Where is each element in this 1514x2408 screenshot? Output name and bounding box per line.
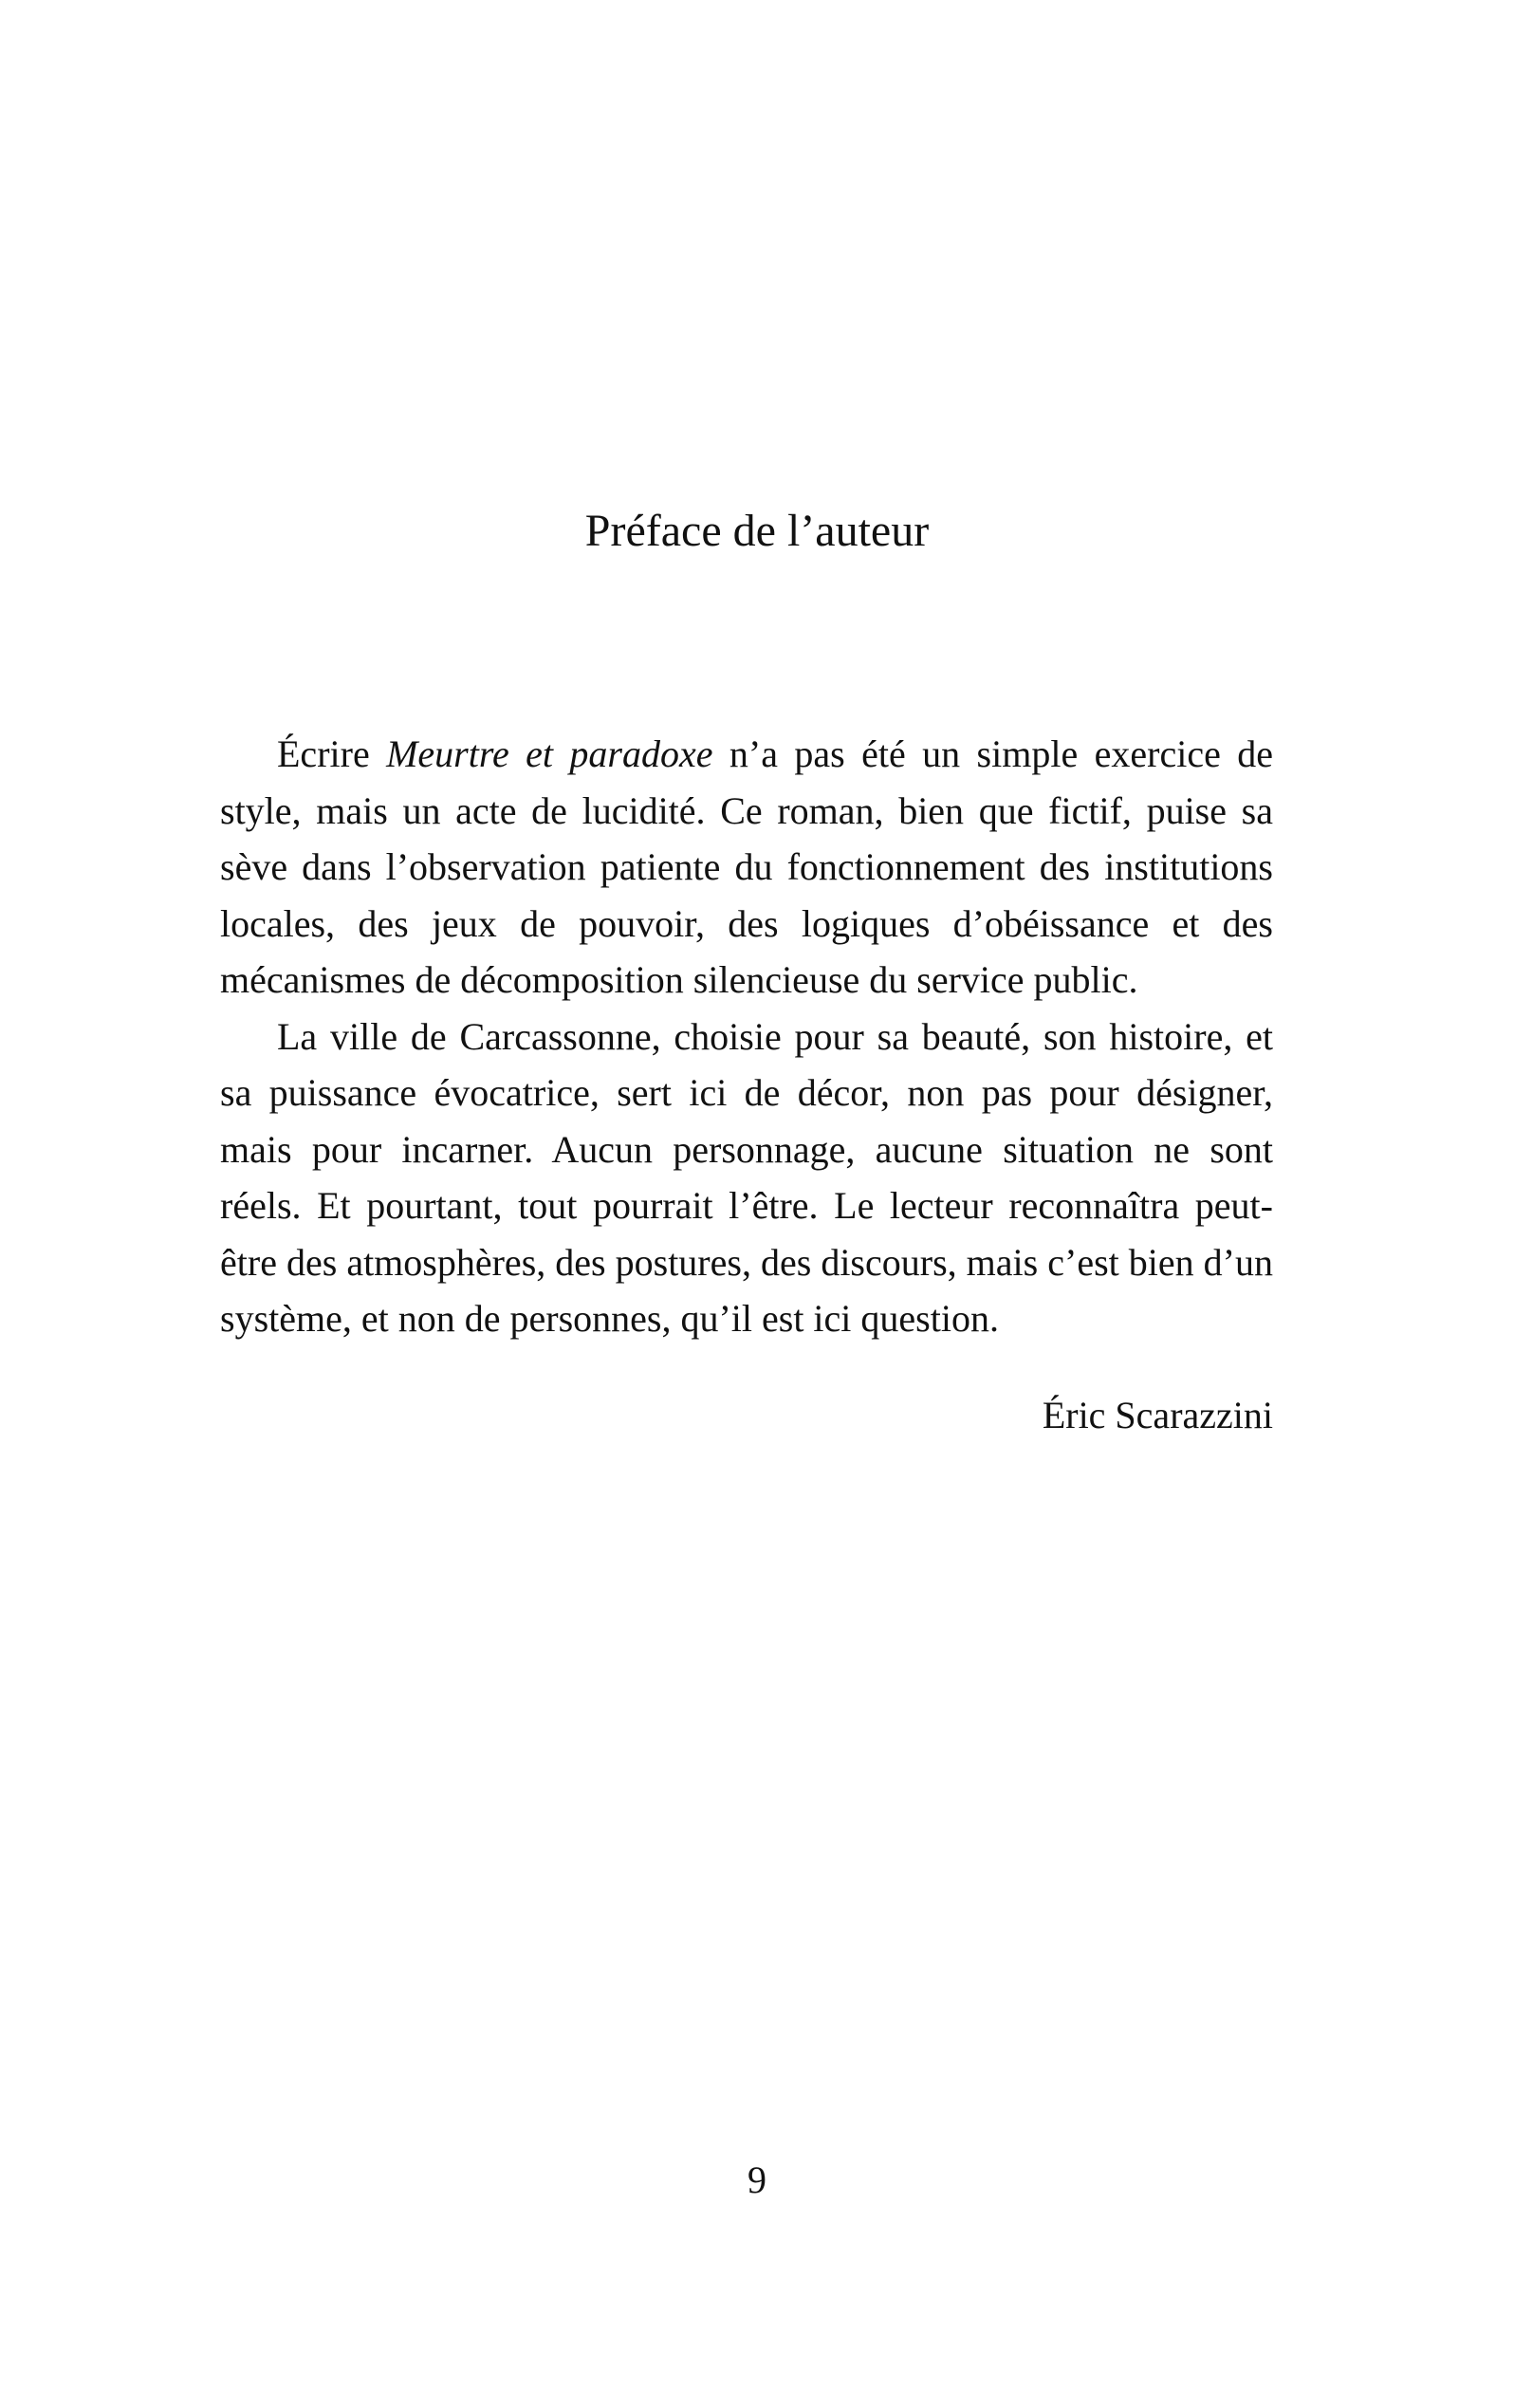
- page-number: 9: [748, 2158, 766, 2201]
- author-signature: Éric Scarazzini: [1042, 1393, 1273, 1436]
- page-title: Préface de l’auteur: [584, 506, 930, 556]
- paragraph-2: La ville de Carcassonne, choisie pour sa beauté, son histoire, et sa puissance évocatrice, sert ici de décor, non pas pour désigner, mais pour incarner. Aucun personnage, aucune situation ne sont réels. Et pourtant, tout pourrait l’être. Le lecteur reconnaîtra peut-être des atmosphères, des postures, des discours, mais c’est bien d’un système, et non de personnes, qu’il est ici question.: [220, 1014, 1273, 1340]
- preface-body: [220, 726, 1273, 1444]
- paragraph-1-start: Écrire: [277, 732, 387, 775]
- book-title-italic: Meurtre et paradoxe: [386, 732, 713, 775]
- paragraph-1-rest: n’a pas été un simple exercice de style, mais un acte de lucidité. Ce roman, bien que fictif, puise sa sève dans l’observation patiente du fonctionnement des institutions locales, des jeux de pouvoir, des logiques d’obéissance et des mécanismes de décomposition silencieuse du service public.: [220, 732, 1273, 1001]
- paragraph-1: [220, 726, 1273, 1009]
